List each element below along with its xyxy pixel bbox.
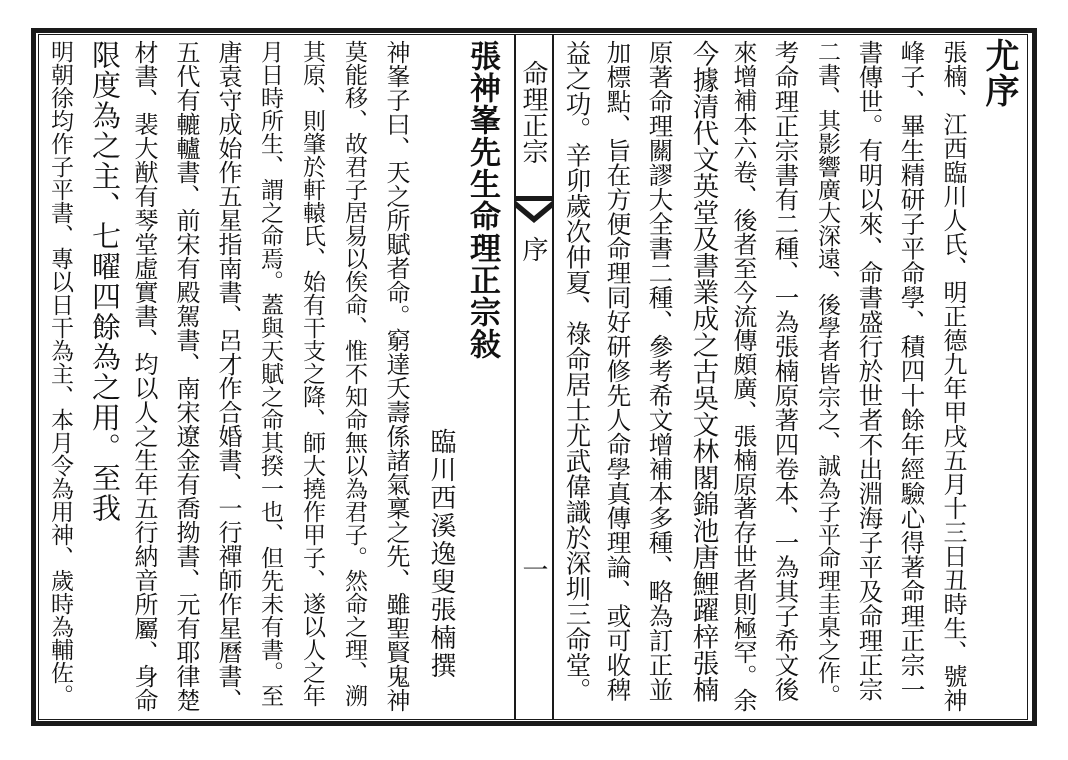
text-line: 明朝徐均作子平書、專以日干為主、本月令為用神、歲時為輔佐。 [47,40,73,707]
preface-line: 益之功。辛卯歲次仲夏、祿命居士尤武偉識於深圳三命堂。 [561,40,592,703]
author-line: 臨川西溪逸叟張楠撰 [426,428,456,680]
preface-line: 二書、其影響廣大深遠、後學者皆宗之、誠為子平命理圭臬之作。 [814,40,840,707]
page-number: 一 [518,556,548,582]
book-title-margin: 命理正宗 [518,60,548,164]
preface-line: 張楠、江西臨川人氏、明正德九年甲戌五月十三日丑時生、號神 [939,40,967,712]
preface-line: 原著命理關謬大全書二種、參考希文增補本多種、略為訂正並 [645,40,675,702]
text-line: 神峯子曰、天之所賦者命。窮達夭壽係諸氣稟之先、雖聖賢鬼神 [382,40,410,712]
text-line: 莫能移、故君子居易以俟命、惟不知命無以為君子。然命之理、溯 [341,40,367,707]
preface-line: 今據清代文英堂及書業成之古吳文林閣錦池唐鯉躍梓張楠 [687,40,719,703]
preface-line: 來增補本六卷、後者至今流傳頗廣、張楠原著存世者則極罕。余 [729,40,757,712]
preface-line: 考命理正宗書有二種、一為張楠原著四卷本、一為其子希文後 [771,40,801,702]
text-line: 月日時所生、謂之命焉。蓋與天賦之命其揆一也、但先未有書。至 [257,40,283,707]
text-line: 唐袁守成始作五星指南書、呂才作合婚書、一行禪師作星曆書、 [214,40,242,712]
text-line: 限度為之主、七曜四餘為之用。至我 [88,40,122,524]
fold-line-left [514,34,516,720]
fold-line-right [552,34,554,720]
text-line: 五代有轆轤書、前宋有殿駕書、南宋遼金有喬拗書、元有耶律楚 [172,40,200,712]
preface-heading: 尤序 [979,38,1019,108]
preface-line: 峰子、畢生精研子平命學、積四十餘年經驗心得著命理正宗一 [897,40,927,702]
section-label: 序 [518,236,548,262]
preface-line: 加標點、旨在方便命理同好研修先人命學真傳理論、或可收稗 [603,40,633,702]
text-title: 張神峯先生命理正宗敍 [464,40,500,360]
preface-line: 書傳世。有明以來、命書盛行於世者不出淵海子平及命理正宗 [855,40,885,702]
text-line: 其原、則肇於軒轅氏、始有干支之降、師大撓作甲子、遂以人之年 [299,40,325,707]
text-line: 材書、裴大猷有琴堂虛實書、均以人之生年五行納音所屬、身命 [130,40,158,712]
fishtail-ornament [516,196,552,224]
